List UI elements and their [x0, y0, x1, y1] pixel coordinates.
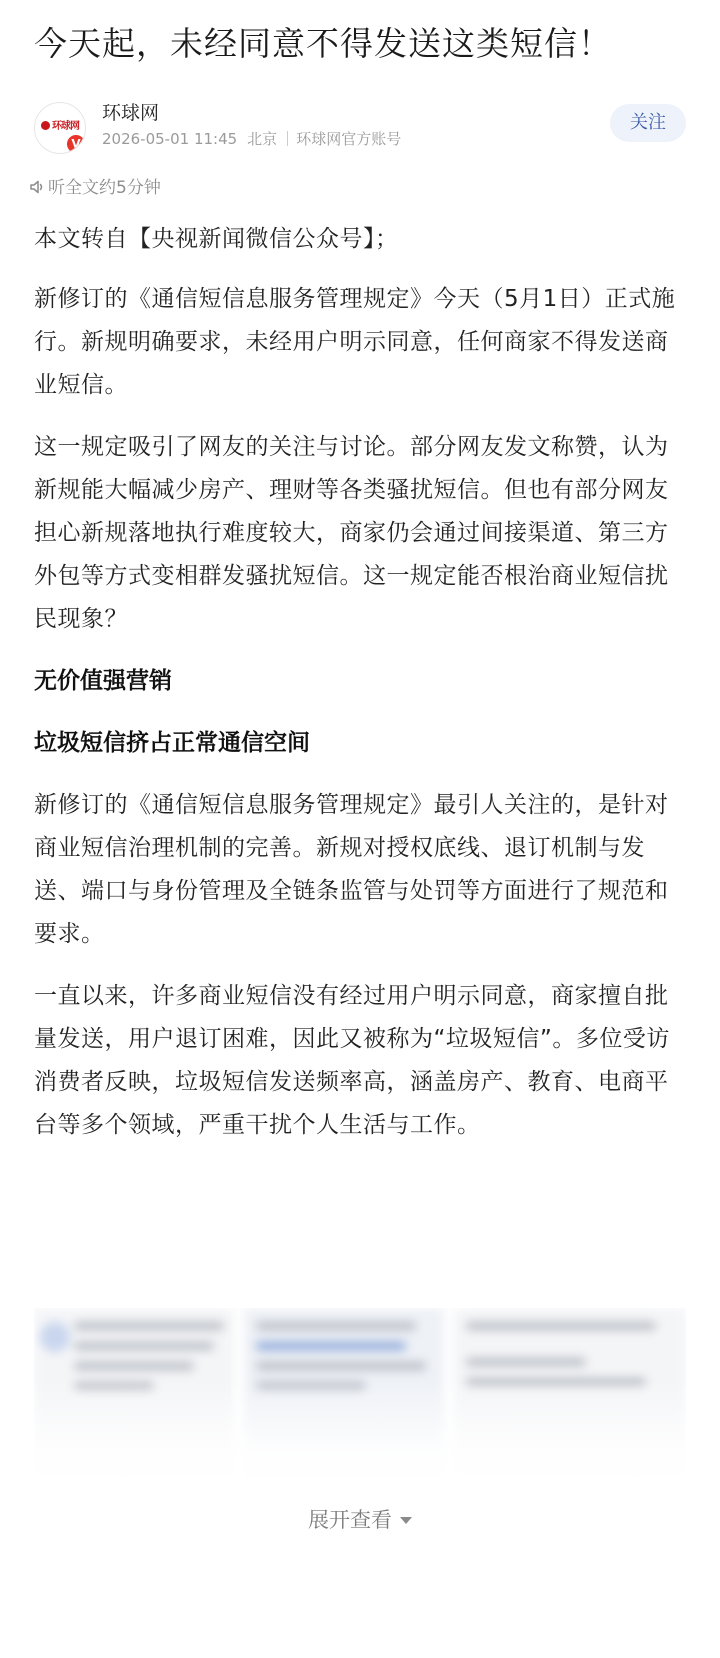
article-body	[34, 218, 686, 1166]
follow-button[interactable]: 关注	[610, 104, 686, 142]
paragraph: 这一规定吸引了网友的关注与讨论。部分网友发文称赞，认为新规能大幅减少房产、理财等各类骚扰短信。但也有部分网友担心新规落地执行难度较大，商家仍会通过间接渠道、第三方外包等方式变相群发骚扰短信。这一规定能否根治商业短信扰民现象？	[34, 434, 669, 632]
listen-label: 听全文约5分钟	[48, 178, 161, 198]
publish-datetime: 2026-05-01 11:45	[102, 130, 238, 148]
section-subheading: 垃圾短信挤占正常通信空间	[34, 730, 310, 756]
article-title: 今天起，未经同意不得发送这类短信！	[34, 24, 612, 63]
speaker-icon	[28, 178, 46, 196]
paragraph: 一直以来，许多商业短信没有经过用户明示同意，商家擅自批量发送，用户退订困难，因此又被称为“垃圾短信”。多位受访消费者反映，垃圾短信发送频率高，涵盖房产、教育、电商平台等多个领域，严重干扰个人生活与工作。	[34, 983, 670, 1138]
expand-button[interactable]	[0, 1500, 720, 1540]
paragraph-source: 本文转自【央视新闻微信公众号】；	[34, 226, 399, 252]
article-meta	[102, 128, 411, 150]
paragraph: 新修订的《通信短信息服务管理规定》今天（5月1日）正式施行。新规明确要求，未经用户明示同意，任何商家不得发送商业短信。	[34, 286, 676, 398]
listen-button[interactable]	[28, 176, 161, 200]
content-fade-overlay	[0, 1380, 720, 1500]
chevron-down-icon	[400, 1517, 412, 1524]
avatar[interactable]	[34, 102, 86, 154]
author-row	[34, 100, 686, 160]
account-type: 环球网官方账号	[296, 130, 402, 148]
meta-divider	[287, 131, 288, 146]
expand-label: 展开查看	[308, 1508, 392, 1532]
author-name[interactable]: 环球网	[102, 102, 160, 124]
avatar-logo: 环球网	[41, 121, 81, 133]
section-heading: 无价值强营销	[34, 668, 172, 694]
publish-location: 北京	[247, 130, 278, 148]
paragraph: 新修订的《通信短信息服务管理规定》最引人关注的，是针对商业短信治理机制的完善。新规对授权底线、退订机制与发送、端口与身份管理及全链条监管与处罚等方面进行了规范和要求。	[34, 792, 669, 947]
verified-icon: V	[65, 133, 86, 154]
